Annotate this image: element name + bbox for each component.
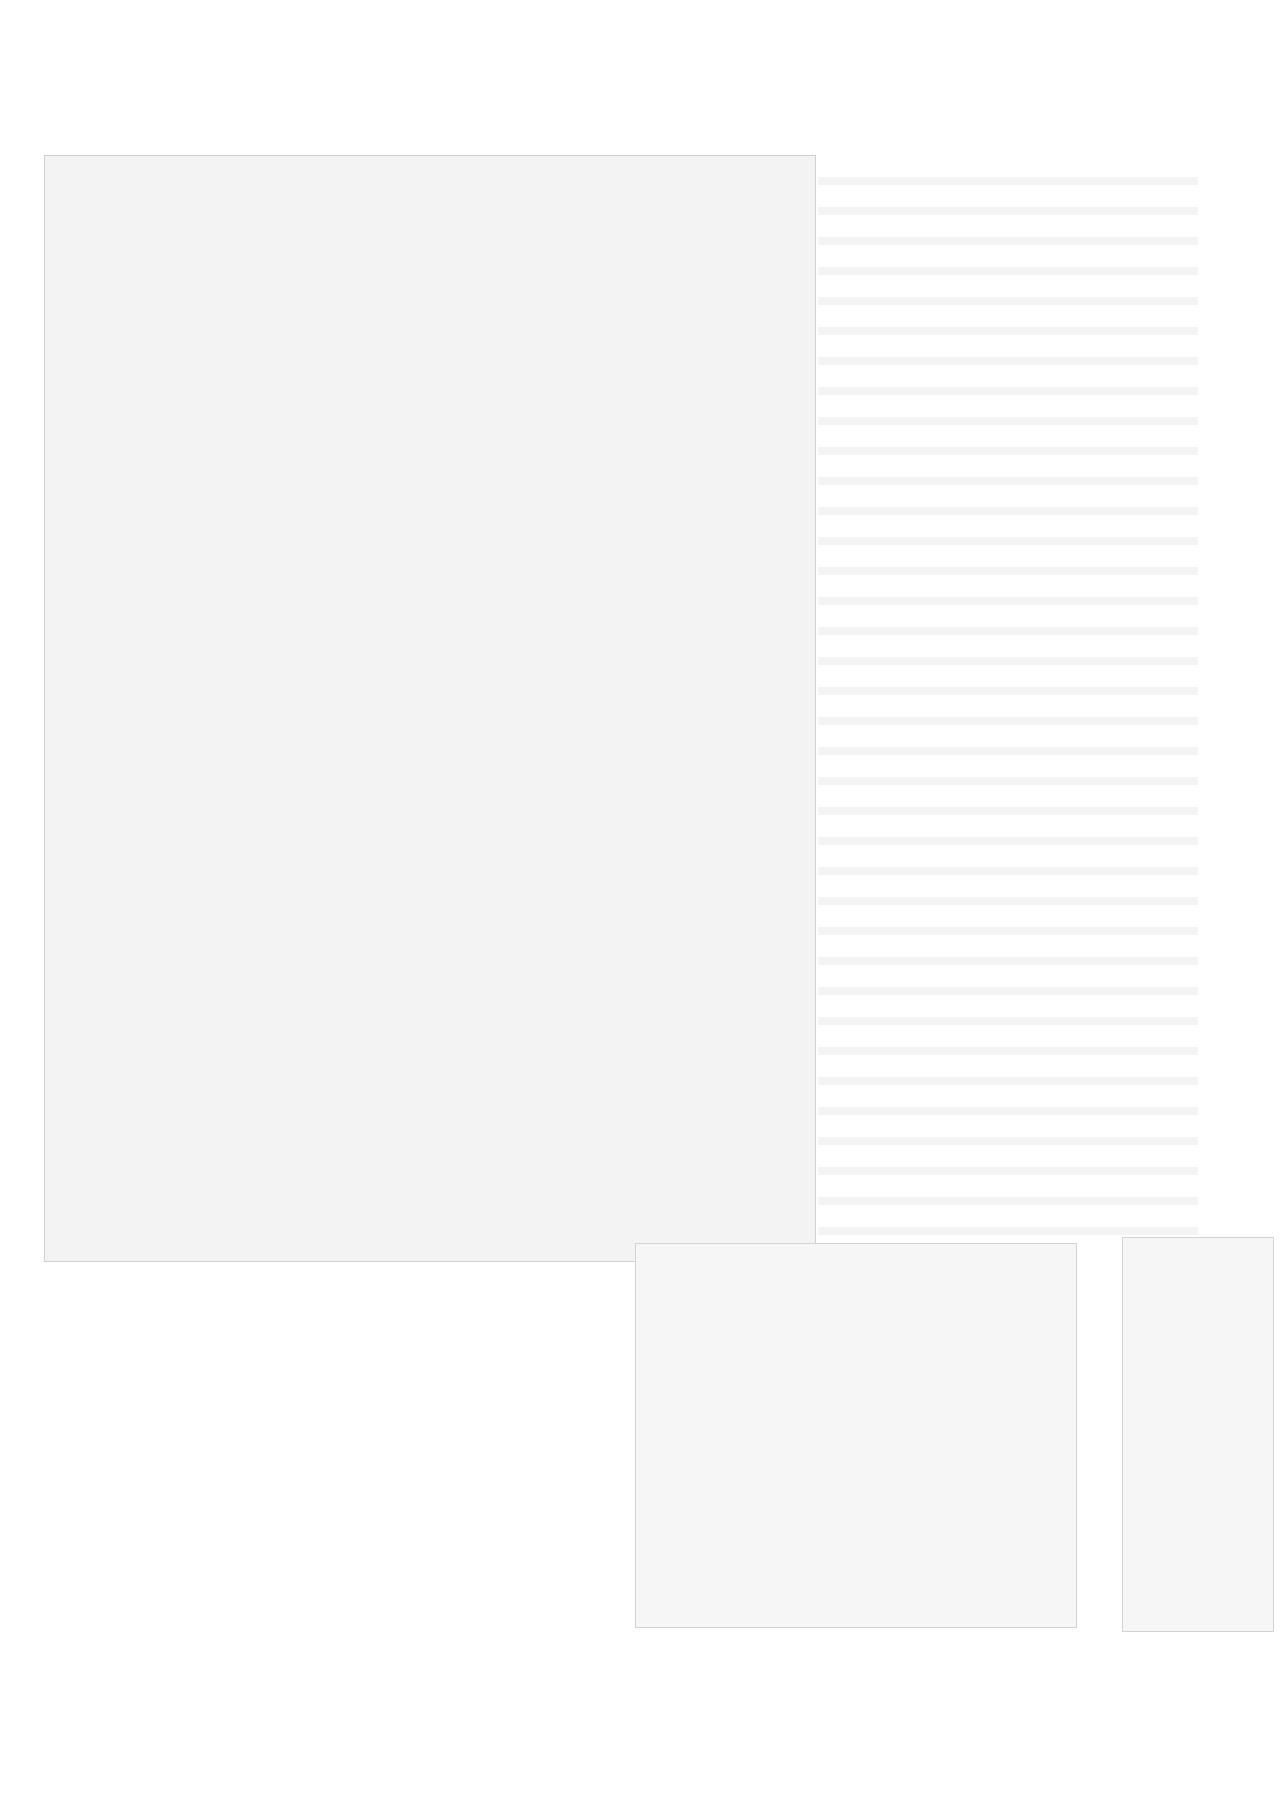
sea-level-curve-figure [1122, 1237, 1274, 1632]
glacial-cycles-figure [635, 1243, 1077, 1628]
geologic-time-scale-figure [44, 155, 816, 1262]
text-column [818, 155, 1198, 1245]
